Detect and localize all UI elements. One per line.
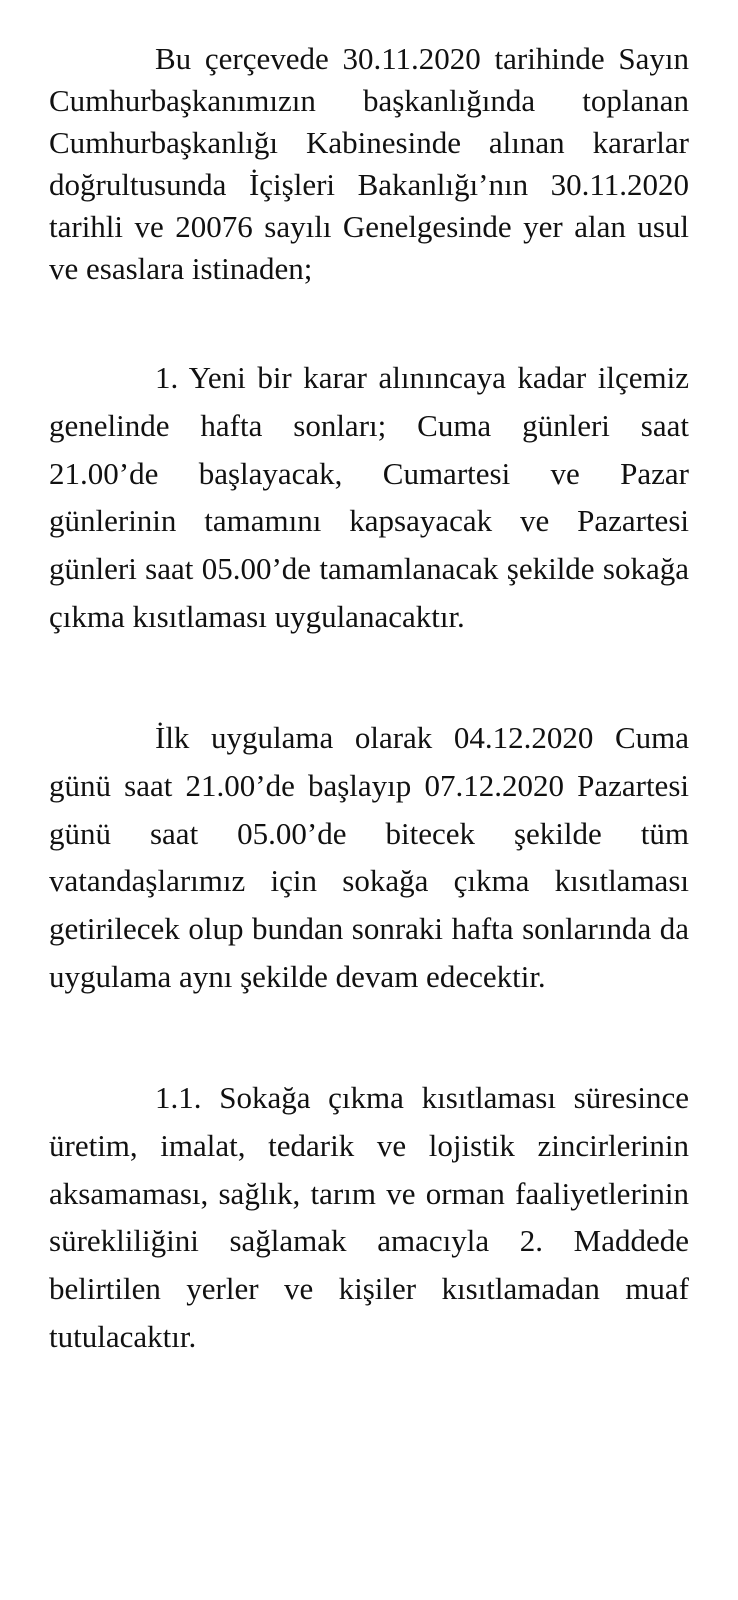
paragraph-text: Bu çerçevede 30.11.2020 tarihinde Sayın Cumhurbaşkanımızın başkanlığında toplanan Cumhurbaşkanlığı Kabinesinde alınan kararlar doğrultusunda İçişleri Bakanlığı’nın 30.11.2020 tarihli ve 20076 sayılı Genelgesinde yer alan usul ve esaslara istinaden; (49, 41, 689, 286)
paragraph-article-1 (49, 354, 689, 641)
paragraph-text: 1. Yeni bir karar alınıncaya kadar ilçemiz genelinde hafta sonları; Cuma günleri saat 21.00’de başlayacak, Cumartesi ve Pazar günlerinin tamamını kapsayacak ve Pazartesi günleri saat 05.00’de tamamlanacak şekilde sokağa çıkma kısıtlaması uygulanacaktır. (49, 360, 689, 634)
paragraph-text: İlk uygulama olarak 04.12.2020 Cuma günü saat 21.00’de başlayıp 07.12.2020 Pazartesi günü saat 05.00’de bitecek şekilde tüm vatandaşlarımız için sokağa çıkma kısıtlaması getirilecek olup bundan sonraki hafta sonlarında da uygulama aynı şekilde devam edecektir. (49, 720, 689, 994)
paragraph-first-application (49, 714, 689, 1001)
paragraph-text: 1.1. Sokağa çıkma kısıtlaması süresince üretim, imalat, tedarik ve lojistik zincirlerinin aksamaması, sağlık, tarım ve orman faaliyetlerinin sürekliliğini sağlamak amacıyla 2. Maddede belirtilen yerler ve kişiler kısıtlamadan muaf tutulacaktır. (49, 1080, 689, 1354)
paragraph-article-1-1 (49, 1074, 689, 1361)
paragraph-intro (49, 38, 689, 289)
